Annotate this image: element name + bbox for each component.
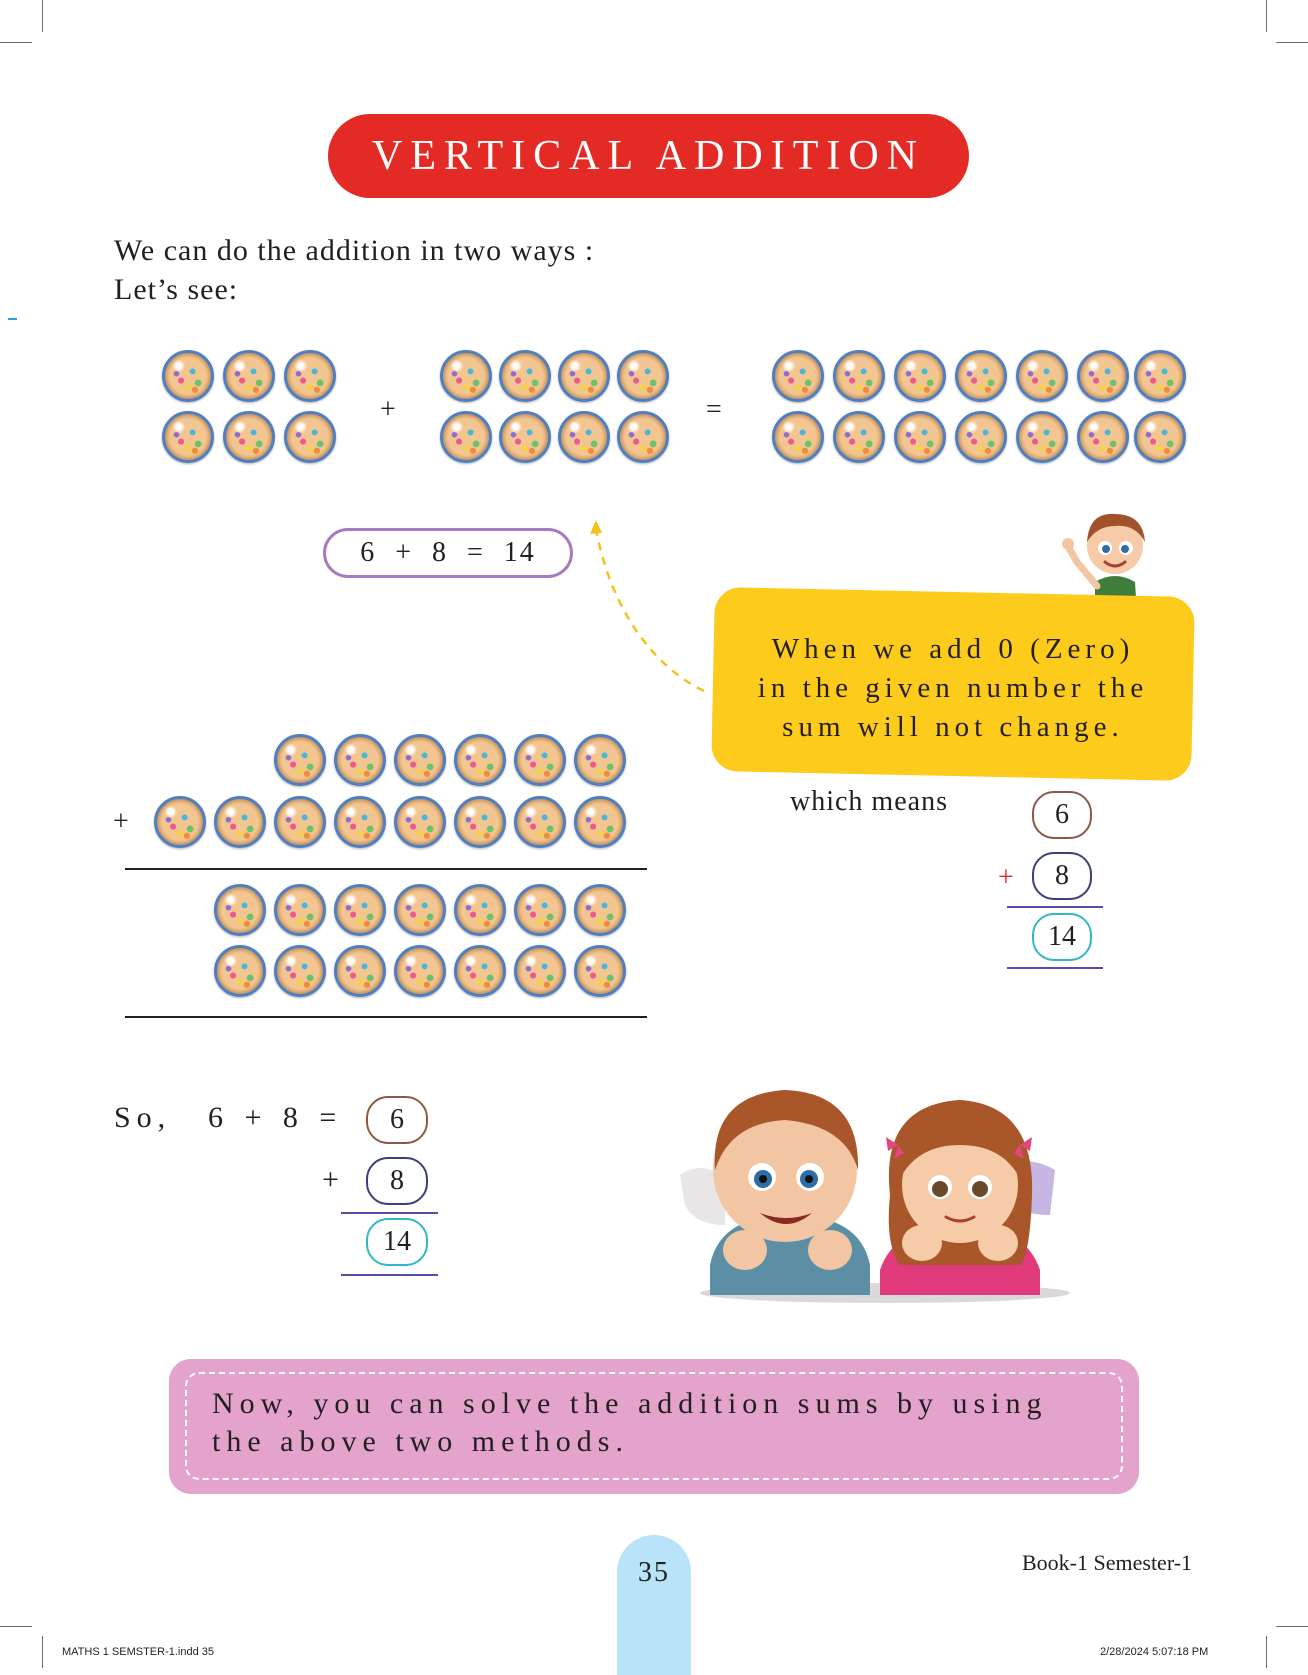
intro-line-2: Let’s see: (114, 273, 239, 306)
bubble-line-2: in the given number the (757, 672, 1149, 704)
kids-illustration-icon (680, 1065, 1090, 1305)
which-means-result: 14 (1032, 913, 1092, 961)
gumball-icon (284, 350, 336, 402)
margin-mark (8, 318, 17, 320)
gumball-icon (499, 350, 551, 402)
gumball-icon (833, 411, 885, 463)
sum-line (1007, 967, 1103, 969)
speech-bubble-text (718, 630, 1188, 747)
gumball-icon (514, 796, 566, 848)
gumball-icon (162, 411, 214, 463)
gumball-icon (772, 350, 824, 402)
gumball-icon (454, 884, 506, 936)
so-label: So, (114, 1101, 172, 1134)
page-title: VERTICAL ADDITION (328, 114, 969, 198)
gumball-icon (274, 945, 326, 997)
gumball-icon (514, 884, 566, 936)
gumball-icon (334, 884, 386, 936)
gumball-icon (394, 796, 446, 848)
note-text: Now, you can solve the addition sums by using the above two methods. (212, 1387, 1048, 1458)
gumball-icon (214, 884, 266, 936)
gumball-icon (955, 350, 1007, 402)
gumball-icon (394, 884, 446, 936)
gumball-icon (454, 734, 506, 786)
gumball-icon (833, 350, 885, 402)
gumball-icon (1134, 411, 1186, 463)
gumball-icon (558, 411, 610, 463)
crop-mark (0, 42, 32, 43)
gumball-icon (154, 796, 206, 848)
so-result: 14 (366, 1218, 428, 1266)
equals-sign: = (706, 394, 722, 425)
bubble-line-3: sum will not change. (782, 711, 1124, 743)
gumball-icon (617, 411, 669, 463)
gumball-icon (574, 734, 626, 786)
gumball-icon (1016, 350, 1068, 402)
gumball-icon (772, 411, 824, 463)
page-number: 35 (638, 1557, 670, 1588)
so-plus: + (322, 1163, 339, 1196)
crop-mark (1266, 0, 1267, 32)
gumball-icon (894, 411, 946, 463)
book-label: Book-1 Semester-1 (1022, 1550, 1193, 1575)
gumball-icon (274, 884, 326, 936)
footer-timestamp: 2/28/2024 5:07:18 PM (1100, 1646, 1209, 1658)
gumball-icon (440, 350, 492, 402)
gumball-icon (955, 411, 1007, 463)
gumball-icon (499, 411, 551, 463)
divider-line (125, 1016, 647, 1018)
so-top-number: 6 (366, 1096, 428, 1144)
crop-mark (1276, 42, 1308, 43)
gumball-icon (214, 945, 266, 997)
page-number-tab (617, 1535, 691, 1675)
gumball-icon (274, 796, 326, 848)
which-means-plus: + (998, 862, 1014, 893)
gumball-icon (514, 945, 566, 997)
gumball-icon (284, 411, 336, 463)
sum-line (341, 1274, 438, 1276)
crop-mark (1276, 1626, 1308, 1627)
gumball-icon (1016, 411, 1068, 463)
gumball-icon (162, 350, 214, 402)
gumball-icon (574, 796, 626, 848)
bubble-line-1: When we add 0 (Zero) (771, 633, 1135, 665)
gumball-icon (394, 734, 446, 786)
gumball-icon (334, 734, 386, 786)
sum-line (1007, 906, 1103, 908)
gumball-icon (394, 945, 446, 997)
intro-line-1: We can do the addition in two ways : (114, 234, 595, 267)
gumball-icon (894, 350, 946, 402)
crop-mark (42, 1636, 43, 1668)
gumball-icon (514, 734, 566, 786)
gumball-icon (617, 350, 669, 402)
crop-mark (42, 0, 43, 32)
which-means-top-number: 6 (1032, 791, 1092, 839)
gumball-icon (454, 796, 506, 848)
gumball-icon (334, 796, 386, 848)
crop-mark (0, 1626, 32, 1627)
gumball-icon (558, 350, 610, 402)
so-expression: 6 + 8 = (208, 1101, 340, 1134)
crop-mark (1266, 1636, 1267, 1668)
gumball-icon (1077, 350, 1129, 402)
horizontal-equation: 6 + 8 = 14 (323, 528, 573, 578)
gumball-icon (1134, 350, 1186, 402)
which-means-label: which means (790, 786, 948, 817)
gumball-icon (274, 734, 326, 786)
gumball-icon (223, 411, 275, 463)
footer-file: MATHS 1 SEMSTER-1.indd 35 (62, 1646, 215, 1658)
gumball-icon (223, 350, 275, 402)
plus-sign: + (380, 394, 396, 425)
gumball-icon (454, 945, 506, 997)
vertical-plus-sign: + (113, 806, 129, 837)
gumball-icon (1077, 411, 1129, 463)
divider-line (125, 868, 647, 870)
dashed-arrow-icon (580, 515, 710, 695)
gumball-icon (214, 796, 266, 848)
so-middle-number: 8 (366, 1157, 428, 1205)
gumball-icon (440, 411, 492, 463)
sum-line (341, 1212, 438, 1214)
gumball-icon (334, 945, 386, 997)
which-means-middle-number: 8 (1032, 852, 1092, 900)
gumball-icon (574, 945, 626, 997)
gumball-icon (574, 884, 626, 936)
